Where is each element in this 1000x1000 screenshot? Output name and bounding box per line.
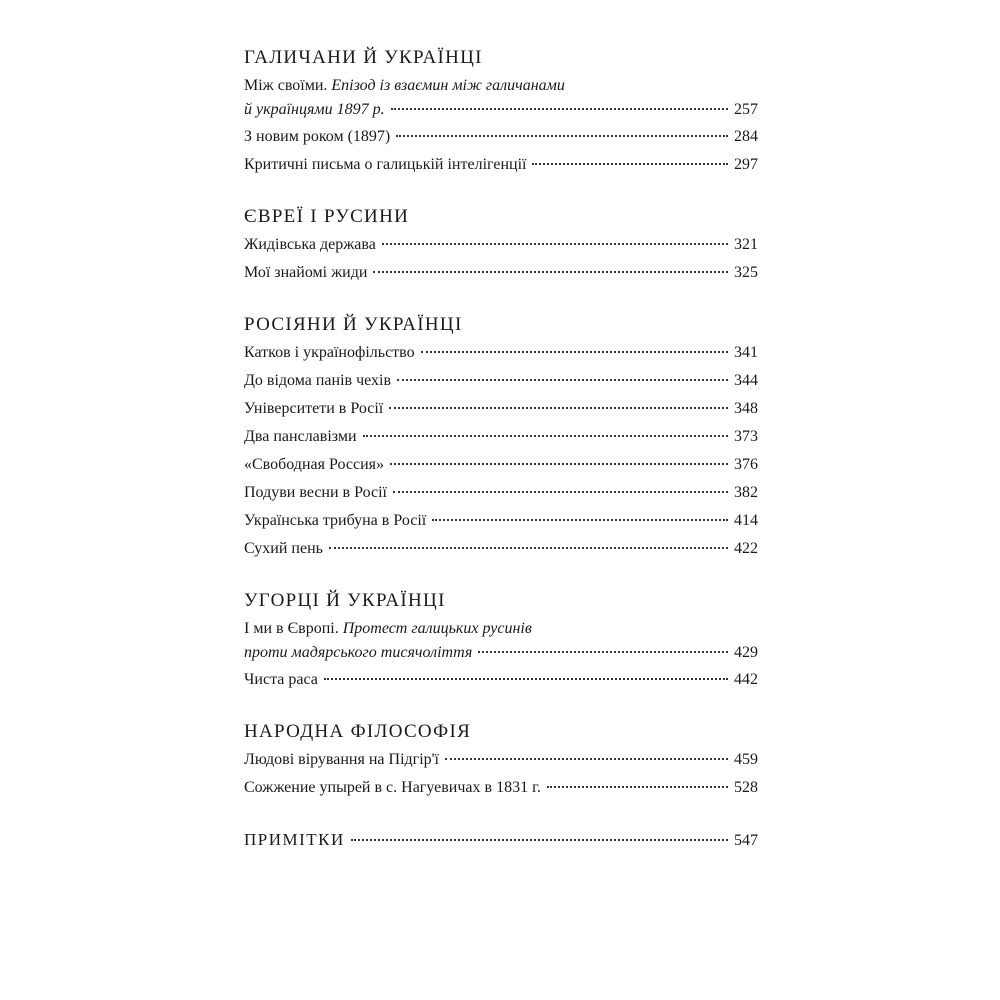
dot-leader — [351, 839, 728, 841]
entry-title-italic: проти мадярського тисячоліття — [244, 644, 473, 661]
entry-title: З новим роком (1897) — [244, 128, 391, 145]
page-number: 257 — [734, 101, 758, 118]
dot-leader — [547, 786, 728, 788]
dot-leader — [329, 547, 728, 549]
section-title: ЄВРЕЇ І РУСИНИ — [244, 206, 410, 227]
page-number: 284 — [734, 128, 758, 145]
dot-leader — [382, 243, 728, 245]
entry-title: Людові вірування на Підгір'ї — [244, 751, 439, 768]
toc-entry[interactable] — [244, 259, 758, 287]
section-title: ГАЛИЧАНИ Й УКРАЇНЦІ — [244, 47, 483, 68]
table-of-contents — [244, 44, 758, 878]
dot-leader — [478, 651, 728, 653]
entry-title: Сожжение упырей в с. Нагуевичах в 1831 г. — [244, 779, 541, 796]
toc-entry[interactable] — [244, 123, 758, 151]
section-title: НАРОДНА ФІЛОСОФІЯ — [244, 721, 472, 742]
entry-title-plain: І ми в Європі. — [244, 620, 343, 637]
page-number: 429 — [734, 644, 758, 661]
dot-leader — [421, 351, 728, 353]
entry-title-italic: й українцями 1897 р. — [244, 101, 385, 118]
dot-leader — [363, 435, 728, 437]
section-title: УГОРЦІ Й УКРАЇНЦІ — [244, 590, 446, 611]
page-number: 348 — [734, 400, 758, 417]
toc-section-narodna-filosofiia — [244, 718, 758, 802]
toc-entry-title-line1 — [244, 75, 758, 97]
toc-entry[interactable] — [244, 535, 758, 563]
page-number: 341 — [734, 344, 758, 361]
toc-section-notes — [244, 826, 758, 854]
toc-entry[interactable] — [244, 451, 758, 479]
page-number: 442 — [734, 671, 758, 688]
dot-leader — [393, 491, 728, 493]
toc-entry[interactable] — [244, 231, 758, 259]
toc-section-yevrei — [244, 203, 758, 287]
notes-title: ПРИМІТКИ — [244, 830, 345, 849]
toc-entry-notes[interactable] — [244, 826, 758, 854]
dot-leader — [397, 379, 728, 381]
page-number: 325 — [734, 264, 758, 281]
toc-section-rosiiany — [244, 311, 758, 563]
toc-entry[interactable] — [244, 479, 758, 507]
entry-title-plain: Між своїми. — [244, 77, 332, 94]
dot-leader — [324, 678, 728, 680]
dot-leader — [532, 163, 728, 165]
page-number: 297 — [734, 156, 758, 173]
dot-leader — [445, 758, 728, 760]
page-number: 528 — [734, 779, 758, 796]
toc-entry[interactable] — [244, 507, 758, 535]
toc-entry[interactable] — [244, 151, 758, 179]
toc-entry[interactable] — [244, 97, 758, 123]
entry-title: Українська трибуна в Росії — [244, 512, 427, 529]
toc-section-galychany — [244, 44, 758, 179]
entry-title: Мої знайомі жиди — [244, 264, 368, 281]
entry-title: Університети в Росії — [244, 400, 384, 417]
toc-entry[interactable] — [244, 666, 758, 694]
entry-title: Подуви весни в Росії — [244, 484, 387, 501]
entry-title: Жидівська держава — [244, 236, 376, 253]
toc-entry[interactable] — [244, 423, 758, 451]
entry-title-italic: Протест галицьких русинів — [342, 620, 532, 637]
entry-title: Два панславізми — [244, 428, 357, 445]
page-number: 414 — [734, 512, 758, 529]
dot-leader — [390, 463, 728, 465]
entry-title: Чиста раса — [244, 671, 318, 688]
page-number: 547 — [734, 832, 758, 849]
toc-entry-title-line1 — [244, 618, 758, 640]
dot-leader — [389, 407, 728, 409]
dot-leader — [396, 135, 728, 137]
entry-title: «Свободная Россия» — [244, 456, 384, 473]
entry-title: Сухий пень — [244, 540, 323, 557]
toc-entry[interactable] — [244, 774, 758, 802]
toc-entry[interactable] — [244, 640, 758, 666]
page-number: 321 — [734, 236, 758, 253]
dot-leader — [373, 271, 728, 273]
page-number: 382 — [734, 484, 758, 501]
page-number: 373 — [734, 428, 758, 445]
entry-title-italic: Епізод із взаємин між галичанами — [331, 77, 565, 94]
page-number: 376 — [734, 456, 758, 473]
page-number: 459 — [734, 751, 758, 768]
toc-section-uhortsi — [244, 587, 758, 694]
dot-leader — [432, 519, 728, 521]
page-number: 344 — [734, 372, 758, 389]
entry-title: Катков і українофільство — [244, 344, 415, 361]
toc-entry[interactable] — [244, 339, 758, 367]
entry-title: До відома панів чехів — [244, 372, 392, 389]
toc-entry[interactable] — [244, 395, 758, 423]
toc-entry[interactable] — [244, 746, 758, 774]
page-number: 422 — [734, 540, 758, 557]
dot-leader — [391, 108, 728, 110]
entry-title: Критичні письма о галицькій інтелігенції — [244, 156, 527, 173]
toc-entry[interactable] — [244, 367, 758, 395]
section-title: РОСІЯНИ Й УКРАЇНЦІ — [244, 314, 463, 335]
